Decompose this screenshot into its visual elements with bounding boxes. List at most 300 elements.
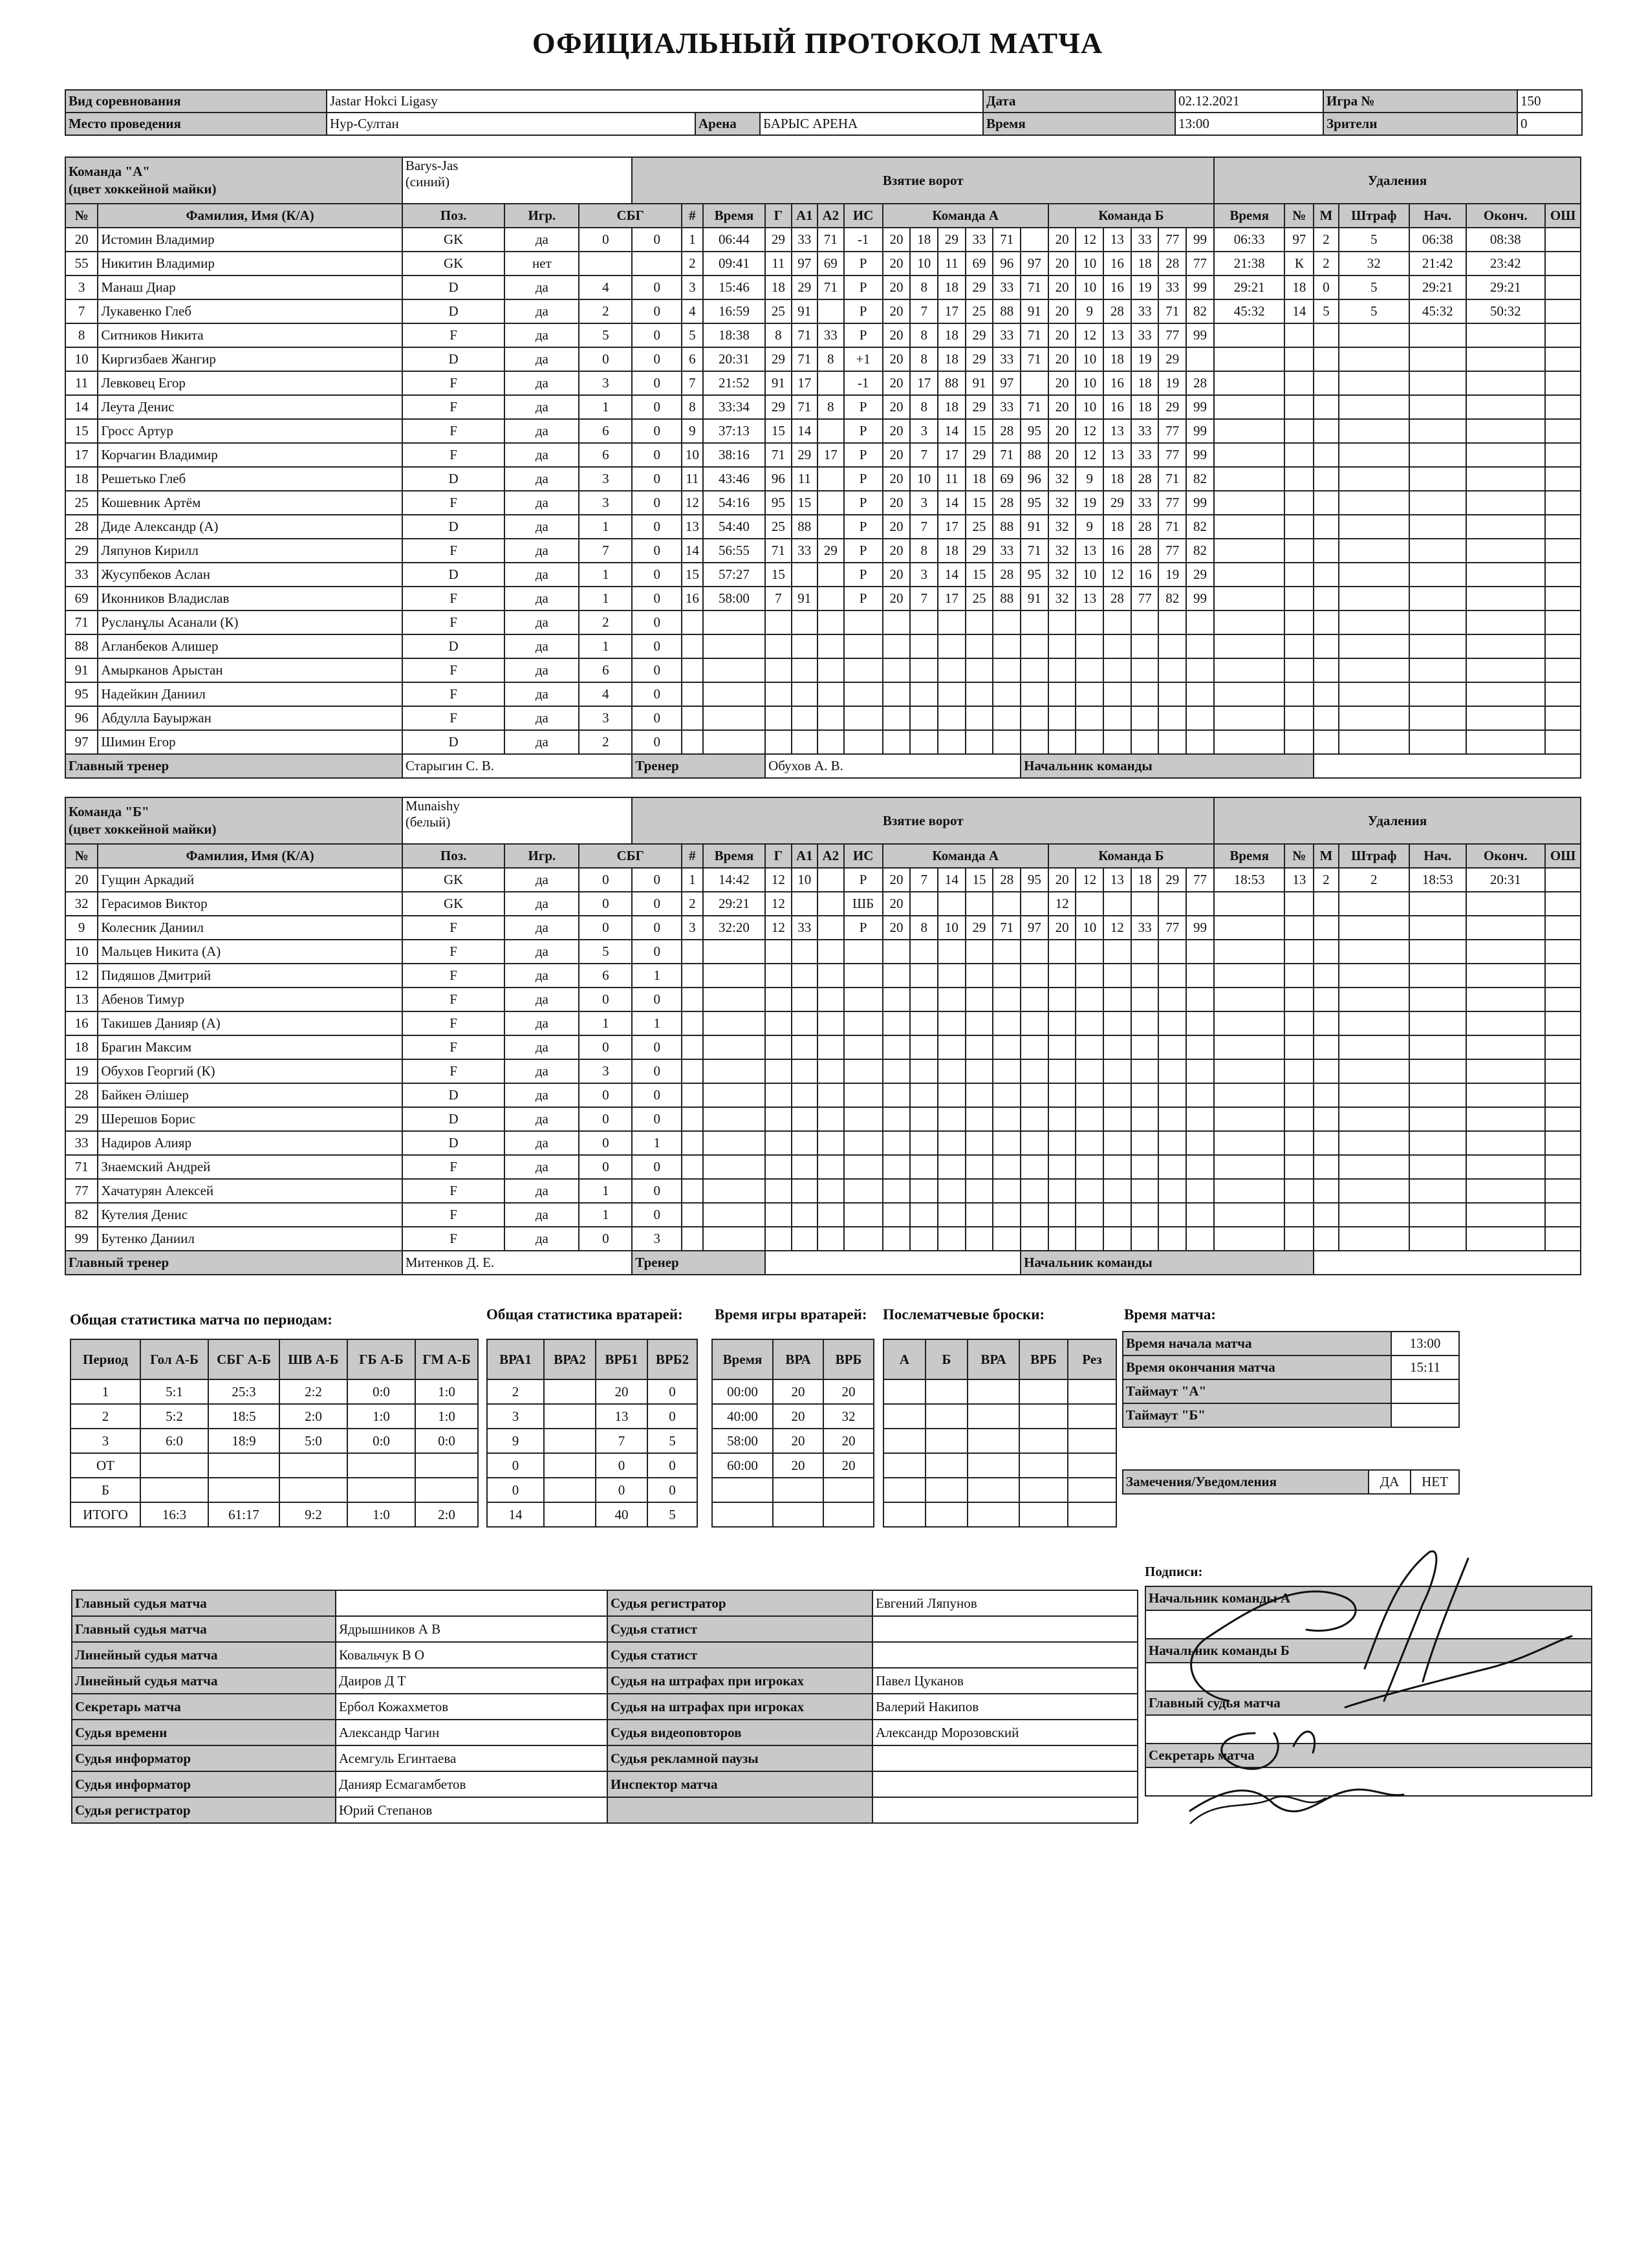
player-number: 17 [65,443,98,467]
col-header: ВРА1 [487,1339,544,1379]
goal-cell: 09:41 [703,252,765,275]
mt-value: 15:11 [1391,1355,1459,1379]
penalty-cell [1284,988,1314,1011]
player-sog2: 0 [632,1179,682,1203]
goal-cell [1021,658,1048,682]
goal-cell [844,1155,883,1179]
player-pos: F [402,491,505,515]
col-hash: # [682,844,703,868]
penalty-cell [1545,892,1581,916]
penalty-cell [1545,634,1581,658]
penalty-cell: 29:21 [1214,275,1284,299]
penalty-cell [1314,634,1338,658]
goal-cell: 29 [765,395,791,419]
player-row [65,1011,1581,1035]
goal-cell [1186,1059,1214,1083]
goal-cell [1048,1179,1076,1203]
periods-title: Общая статистика матча по периодам: [70,1312,332,1328]
goal-cell [966,1179,993,1203]
player-sog2: 0 [632,682,682,706]
cell: 1 [70,1379,140,1404]
goal-cell [792,1083,817,1107]
so-row [883,1404,1116,1429]
penalty-cell [1466,587,1546,610]
penalty-cell: 97 [1284,228,1314,252]
cell: Б [70,1478,140,1502]
goal-cell [1158,1203,1186,1227]
goal-cell: 20 [1048,228,1076,252]
goals-title: Взятие ворот [632,797,1214,844]
goal-cell [993,1107,1021,1131]
goal-cell: Р [844,491,883,515]
penalty-cell [1284,443,1314,467]
goal-cell: 33 [993,347,1021,371]
player-name: Манаш Диар [98,275,402,299]
goal-cell [792,940,817,964]
pen-title: Удаления [1214,797,1581,844]
col-header: ВРБ2 [647,1339,697,1379]
goal-cell: 99 [1186,587,1214,610]
player-sog2: 0 [632,1107,682,1131]
remarks-yes: ДА [1369,1470,1411,1494]
goal-cell [993,1083,1021,1107]
goal-cell [682,1107,703,1131]
goal-cell [1158,706,1186,730]
col-a2: А2 [817,844,843,868]
penalty-cell [1409,1203,1466,1227]
player-number: 19 [65,1059,98,1083]
goal-cell: 13 [1076,587,1103,610]
goal-cell: 15 [966,563,993,587]
goal-cell: 29 [1103,491,1131,515]
penalty-cell [1545,610,1581,634]
goal-cell [910,1035,938,1059]
player-number: 28 [65,515,98,539]
goal-cell: 10 [792,868,817,892]
goal-cell [993,1035,1021,1059]
goal-cell [1158,892,1186,916]
col-is: ИС [844,844,883,868]
player-name: Знаемский Андрей [98,1155,402,1179]
player-sog2: 0 [632,491,682,515]
penalty-cell [1284,892,1314,916]
goal-cell: 56:55 [703,539,765,563]
goal-cell [765,940,791,964]
goals-title: Взятие ворот [632,157,1214,204]
player-number: 97 [65,730,98,754]
goal-cell: 15:46 [703,275,765,299]
penalty-cell: К [1284,252,1314,275]
player-name: Абенов Тимур [98,988,402,1011]
goal-cell: 28 [1131,539,1159,563]
player-sog: 4 [579,682,632,706]
penalty-cell [1545,299,1581,323]
goal-cell: 8 [910,323,938,347]
cell [883,1502,926,1527]
goal-cell [1186,964,1214,988]
cell: 61:17 [208,1502,279,1527]
goal-cell: 16 [1103,395,1131,419]
goal-cell [817,1107,843,1131]
goal-cell: 20 [1048,371,1076,395]
penalty-cell [1409,658,1466,682]
goal-cell [1021,1083,1048,1107]
goal-cell [993,682,1021,706]
team-b-table [65,797,1581,1275]
goal-cell: 95 [1021,419,1048,443]
goal-cell [1186,1011,1214,1035]
goal-cell [765,1107,791,1131]
goal-cell [817,563,843,587]
player-sog: 6 [579,443,632,467]
player-row [65,634,1581,658]
cell [1019,1379,1068,1404]
goal-cell [682,1227,703,1251]
player-number: 9 [65,916,98,940]
player-sog2: 0 [632,706,682,730]
penalty-cell [1409,323,1466,347]
goal-cell [1048,1035,1076,1059]
goal-cell: 77 [1158,443,1186,467]
goal-cell: 20 [883,252,911,275]
goal-cell: 3 [910,491,938,515]
goal-cell [883,988,911,1011]
player-played: да [504,964,579,988]
penalty-cell [1339,371,1409,395]
goal-cell [1048,706,1076,730]
goal-cell [1158,1059,1186,1083]
penalty-cell [1466,1179,1546,1203]
goal-cell [844,1035,883,1059]
goal-cell: 82 [1186,467,1214,491]
penalty-cell [1284,634,1314,658]
goal-cell: 32 [1048,587,1076,610]
col-sbg: СБГ [579,844,682,868]
goal-cell: 25 [765,515,791,539]
goal-cell: 25 [966,587,993,610]
penalty-cell [1545,658,1581,682]
penalty-cell: 13 [1284,868,1314,892]
penalty-cell [1466,1035,1546,1059]
goal-cell: 91 [1021,299,1048,323]
goal-cell: 99 [1186,491,1214,515]
goal-cell [792,1035,817,1059]
goal-cell: 71 [817,228,843,252]
goal-cell: 20 [883,539,911,563]
penalty-cell [1545,1083,1581,1107]
col-m: М [1314,844,1338,868]
goal-cell: 20 [883,395,911,419]
penalty-cell [1314,892,1338,916]
goal-cell: 99 [1186,419,1214,443]
goal-cell: 95 [1021,563,1048,587]
goal-cell: 3 [910,563,938,587]
penalty-cell [1284,1107,1314,1131]
goal-cell [938,1059,966,1083]
goal-cell: 16 [1103,252,1131,275]
goal-cell [817,988,843,1011]
penalty-cell [1545,539,1581,563]
cell [968,1404,1019,1429]
gk-row [487,1453,697,1478]
coach-label: Главный тренер [65,1251,402,1275]
goal-cell: 18 [1103,467,1131,491]
goal-cell [1103,658,1131,682]
goal-cell: 18 [1131,371,1159,395]
col-a2: А2 [817,204,843,228]
penalty-cell [1466,1203,1546,1227]
goal-cell: 7 [910,868,938,892]
col-num: № [65,204,98,228]
penalty-cell [1466,1227,1546,1251]
cell: 2:0 [279,1404,347,1429]
goal-cell: 33 [966,228,993,252]
player-row [65,563,1581,587]
official-role: Главный судья матча [72,1590,336,1616]
penalty-cell [1409,988,1466,1011]
goal-cell: 20 [883,443,911,467]
goal-cell: 15 [765,419,791,443]
team-subtitle: (цвет хоккейной майки) [69,181,217,197]
goal-cell: Р [844,916,883,940]
penalty-cell [1314,491,1338,515]
goal-cell [765,1203,791,1227]
goal-cell [817,916,843,940]
goal-cell [966,610,993,634]
official-name: Ковальчук В О [336,1642,607,1668]
player-number: 12 [65,964,98,988]
goal-cell [817,1179,843,1203]
player-pos: F [402,419,505,443]
penalty-cell: 20:31 [1466,868,1546,892]
goal-cell [1158,658,1186,682]
penalty-cell [1339,610,1409,634]
goal-cell: 33 [993,539,1021,563]
goal-cell [1131,682,1159,706]
player-name: Шерешов Борис [98,1107,402,1131]
official-role: Судья информатор [72,1745,336,1771]
penalty-cell [1339,419,1409,443]
goal-cell: 29 [792,443,817,467]
match-time-table [1122,1331,1460,1428]
penalty-cell [1314,539,1338,563]
penalty-cell [1466,443,1546,467]
official-name: Евгений Ляпунов [872,1590,1138,1616]
player-played: да [504,1035,579,1059]
cell: 1:0 [347,1502,415,1527]
cell [415,1453,478,1478]
player-row [65,275,1581,299]
goal-cell: 15 [765,563,791,587]
player-played: да [504,539,579,563]
penalty-cell [1314,1011,1338,1035]
player-played: да [504,1011,579,1035]
penalty-cell [1466,892,1546,916]
penalty-cell [1339,1179,1409,1203]
goal-cell [910,634,938,658]
penalty-cell [1284,371,1314,395]
goal-cell [1186,658,1214,682]
goal-cell: 28 [1103,299,1131,323]
goal-cell [1103,682,1131,706]
player-sog: 6 [579,964,632,988]
goal-cell [1103,1131,1131,1155]
penalty-cell [1466,371,1546,395]
goal-cell [966,682,993,706]
goal-cell: 20 [883,515,911,539]
player-played: да [504,347,579,371]
penalty-cell [1214,587,1284,610]
player-number: 8 [65,323,98,347]
penalty-cell [1545,1179,1581,1203]
official-role [607,1797,872,1823]
goal-cell [910,940,938,964]
player-sog: 2 [579,730,632,754]
goal-cell [1021,988,1048,1011]
player-sog: 0 [579,868,632,892]
goal-cell [1076,1155,1103,1179]
cell [926,1453,968,1478]
goal-cell: 71 [792,323,817,347]
goal-cell: 29 [966,275,993,299]
cell: 32 [823,1404,874,1429]
cell [1019,1453,1068,1478]
goal-cell: 33 [1158,275,1186,299]
player-name: Ляпунов Кирилл [98,539,402,563]
cell: 1:0 [415,1404,478,1429]
player-sog2: 3 [632,1227,682,1251]
col-header: ВРА [773,1339,823,1379]
goal-cell [1076,682,1103,706]
player-sog2: 0 [632,988,682,1011]
goal-cell [1186,1203,1214,1227]
cell [926,1379,968,1404]
goal-cell: 82 [1158,587,1186,610]
goal-cell [883,1179,911,1203]
goal-cell: 29 [966,916,993,940]
goal-cell: 54:40 [703,515,765,539]
player-played: да [504,682,579,706]
cell [1068,1429,1116,1453]
player-sog2: 0 [632,1035,682,1059]
goal-cell [817,515,843,539]
goal-cell [966,1011,993,1035]
goal-cell: 71 [817,275,843,299]
penalty-cell [1466,916,1546,940]
goal-cell: 14 [938,491,966,515]
player-number: 32 [65,892,98,916]
goal-cell: 29:21 [703,892,765,916]
penalty-cell [1545,1203,1581,1227]
goal-cell [703,658,765,682]
goal-cell: 20 [883,916,911,940]
penalty-cell [1466,610,1546,634]
player-played: да [504,1059,579,1083]
player-pos: F [402,988,505,1011]
cell: 0 [596,1453,647,1478]
cell: 5:1 [140,1379,208,1404]
goal-cell: 13 [1103,228,1131,252]
goal-cell [817,587,843,610]
goal-cell [966,964,993,988]
cell: 18:5 [208,1404,279,1429]
date-value: 02.12.2021 [1175,90,1323,113]
penalty-cell [1409,1155,1466,1179]
goal-cell [1021,1059,1048,1083]
cell: 9 [487,1429,544,1453]
goal-cell: 29 [1158,395,1186,419]
penalty-cell [1214,610,1284,634]
period-row [70,1379,478,1404]
player-name: Бутенко Даниил [98,1227,402,1251]
player-name: Брагин Максим [98,1035,402,1059]
player-pos: D [402,1107,505,1131]
cell: 2 [487,1379,544,1404]
goal-cell: 9 [682,419,703,443]
goal-cell [844,1179,883,1203]
goal-cell: 58:00 [703,587,765,610]
goal-cell: 13 [1076,539,1103,563]
penalty-cell [1545,395,1581,419]
penalty-cell [1284,419,1314,443]
penalty-cell [1466,658,1546,682]
col-okon: Оконч. [1466,204,1546,228]
penalty-cell [1545,563,1581,587]
chief-value [1314,1251,1581,1275]
player-number: 88 [65,634,98,658]
penalty-cell [1339,1203,1409,1227]
penalty-cell [1314,1203,1338,1227]
goal-cell: 28 [1131,515,1159,539]
penalty-cell [1409,610,1466,634]
player-sog: 1 [579,1011,632,1035]
player-sog2: 0 [632,467,682,491]
player-number: 91 [65,658,98,682]
goal-cell [883,1227,911,1251]
player-name: Иконников Владислав [98,587,402,610]
sign-label: Главный судья матча [1145,1691,1592,1715]
goal-cell: 16 [1103,539,1131,563]
official-row [72,1668,1138,1694]
cell [883,1478,926,1502]
so-table [883,1339,1117,1528]
goal-cell [910,1203,938,1227]
goal-cell [938,988,966,1011]
penalty-cell [1214,491,1284,515]
col-pos: Поз. [402,204,505,228]
goal-cell [765,1083,791,1107]
official-role: Линейный судья матча [72,1668,336,1694]
player-sog2: 0 [632,395,682,419]
goal-cell [1021,1011,1048,1035]
player-played: да [504,467,579,491]
penalty-cell [1409,1179,1466,1203]
goal-cell: 71 [993,228,1021,252]
team-color: (синий) [405,174,450,189]
goal-cell: 12 [1103,563,1131,587]
goal-cell [682,706,703,730]
goal-cell: 20 [1048,443,1076,467]
col-header: Время [712,1339,773,1379]
goal-cell: 88 [938,371,966,395]
penalty-cell [1314,730,1338,754]
mt-row [1123,1379,1459,1403]
gktime-row-header [712,1339,874,1379]
gktime-row [712,1379,874,1404]
penalty-cell [1545,419,1581,443]
player-number: 20 [65,228,98,252]
goal-cell [792,1203,817,1227]
